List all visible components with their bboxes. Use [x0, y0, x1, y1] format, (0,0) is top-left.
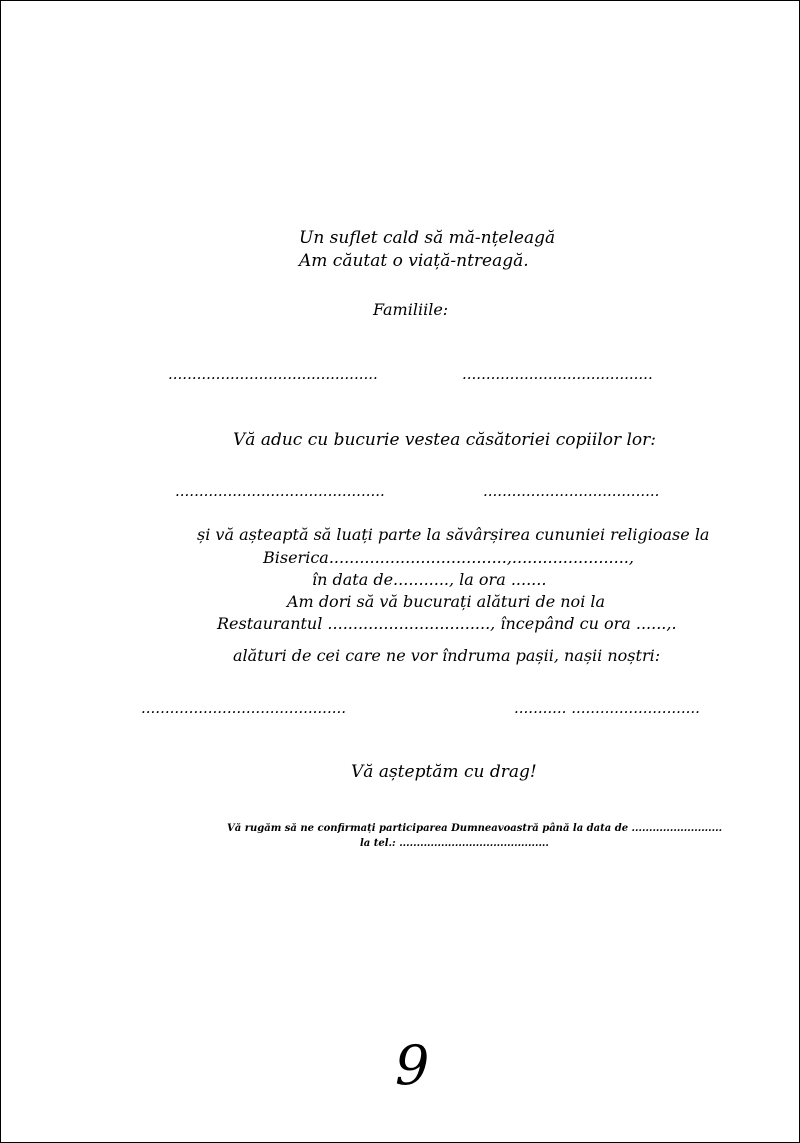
family-left-placeholder: ............................................ [168, 365, 378, 383]
closing-text: Vă așteptăm cu drag! [351, 762, 537, 782]
ceremony-line-1: și vă așteaptă să luați parte la săvârșirea cununiei religioase la [197, 525, 710, 544]
child-right-placeholder: ..................................... [483, 482, 660, 500]
announcement-text: Vă aduc cu bucurie vestea căsătoriei copiilor lor: [233, 430, 657, 450]
ceremony-line-3: în data de..........., la ora ....... [312, 570, 547, 589]
page-number: 9 [395, 1034, 430, 1097]
families-label: Familiile: [373, 300, 449, 319]
ceremony-line-2: Biserica...................................,......................., [263, 548, 634, 567]
ceremony-line-5: Restaurantul ................................, începând cu ora ......,. [217, 614, 677, 633]
rsvp-line-1: Vă rugăm să ne confirmați participarea Dumneavoastră până la data de .......................... [227, 823, 723, 834]
godparent-left-placeholder: ........................................... [141, 699, 347, 717]
child-left-placeholder: ............................................ [175, 482, 385, 500]
rsvp-line-2: la tel.: ........................................... [360, 838, 549, 849]
ceremony-line-6: alături de cei care ne vor îndruma pașii, nașii noștri: [233, 646, 661, 665]
godparent-right-placeholder: ........... ........................... [514, 699, 700, 717]
ceremony-line-4: Am dori să vă bucurați alături de noi la [287, 592, 606, 611]
verse-line-2: Am căutat o viață-ntreagă. [299, 251, 529, 271]
family-right-placeholder: ........................................ [462, 365, 653, 383]
verse-line-1: Un suflet cald să mă-nțeleagă [299, 228, 556, 248]
